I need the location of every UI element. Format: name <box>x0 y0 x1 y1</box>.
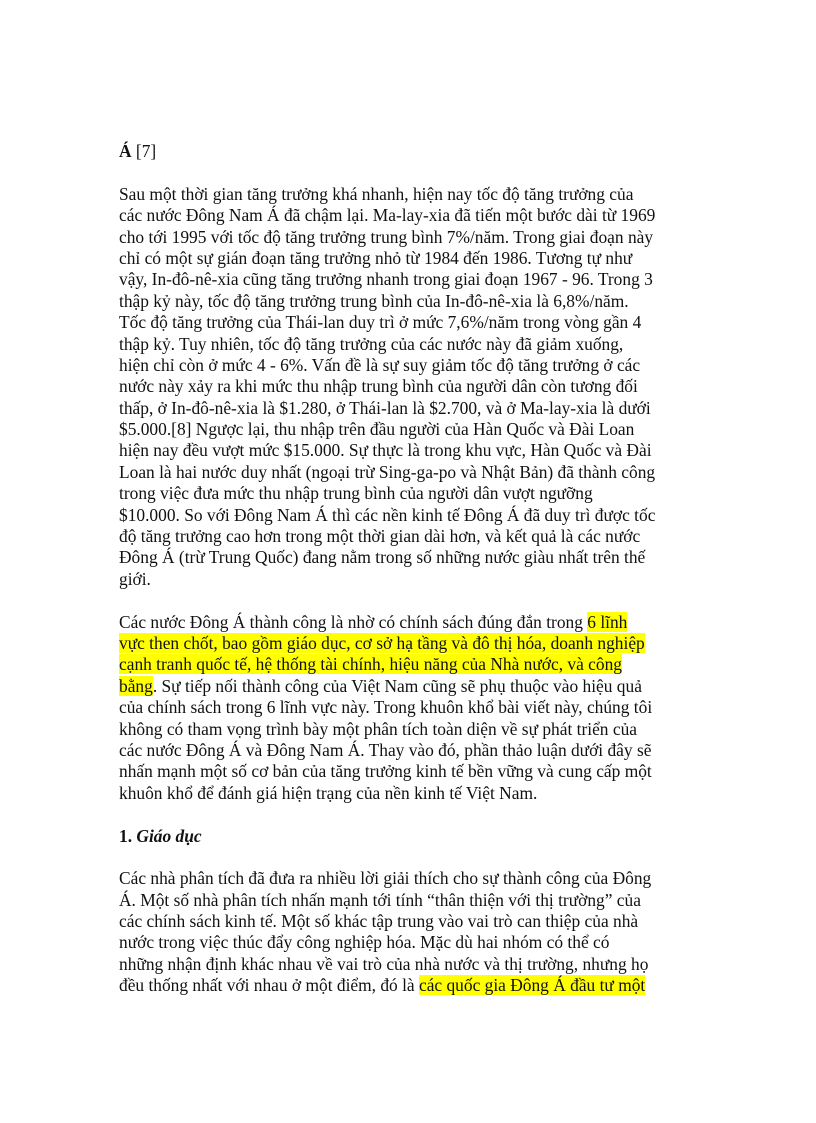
text-line: những nhận định khác nhau về vai trò của nhà nước và thị trường, nhưng họ <box>119 953 649 974</box>
text-line <box>119 654 704 675</box>
text-line: Á. Một số nhà phân tích nhấn mạnh tới tính “thân thiện với thị trường” của <box>119 889 641 910</box>
text-run: Các nước Đông Á thành công là nhờ có chính sách đúng đắn trong <box>119 611 588 632</box>
text-line <box>119 975 704 996</box>
text-line: nước trong việc thúc đẩy công nghiệp hóa. Mặc dù hai nhóm có thể có <box>119 932 610 953</box>
paragraph-spacer <box>119 804 704 825</box>
paragraph-spacer <box>119 590 704 611</box>
section-heading-education <box>119 826 704 847</box>
text-line: trong việc đưa mức thu nhập trung bình của người dân vượt ngưỡng <box>119 483 593 504</box>
text-line: $10.000. So với Đông Nam Á thì các nền kinh tế Đông Á đã duy trì được tốc <box>119 504 656 525</box>
text-line: các nước Đông Á và Đông Nam Á. Thay vào đó, phần thảo luận dưới đây sẽ <box>119 739 652 760</box>
text-line: thấp, ở In-đô-nê-xia là $1.280, ở Thái-lan là $2.700, và ở Ma-lay-xia là dưới <box>119 397 651 418</box>
text-line: các nước Đông Nam Á đã chậm lại. Ma-lay-xia đã tiến một bước dài từ 1969 <box>119 205 656 226</box>
text-line: Các nhà phân tích đã đưa ra nhiều lời giải thích cho sự thành công của Đông <box>119 868 652 889</box>
text-line: hiện nay đều vượt mức $15.000. Sự thực là trong khu vực, Hàn Quốc và Đài <box>119 440 652 461</box>
paragraph-growth-slowdown <box>119 184 704 590</box>
text-line: giới. <box>119 568 151 589</box>
text-line: nhấn mạnh một số cơ bản của tăng trưởng kinh tế bền vững và cung cấp một <box>119 761 652 782</box>
paragraph-spacer <box>119 162 704 183</box>
text-line: hiện chỉ còn ở mức 4 - 6%. Vấn đề là sự suy giảm tốc độ tăng trưởng ở các <box>119 354 641 375</box>
text-line: $5.000.[8] Ngược lại, thu nhập trên đầu người của Hàn Quốc và Đài Loan <box>119 419 635 440</box>
paragraph-spacer <box>119 847 704 868</box>
section-number: 1. <box>119 825 137 846</box>
section-title: Giáo dục <box>136 825 202 846</box>
paragraph-key-policies <box>119 612 704 805</box>
text-line: khuôn khổ để đánh giá hiện trạng của nền kinh tế Việt Nam. <box>119 782 538 803</box>
highlighted-text: bằng <box>119 675 153 696</box>
text-run: đều thống nhất với nhau ở một điểm, đó là <box>119 975 419 996</box>
highlighted-text: 6 lĩnh <box>587 611 628 632</box>
text-line: các chính sách kinh tế. Một số khác tập trung vào vai trò can thiệp của nhà <box>119 911 639 932</box>
heading-reference: [7] <box>131 141 157 161</box>
text-line: thập kỷ này, tốc độ tăng trưởng trung bình của In-đô-nê-xia là 6,8%/năm. <box>119 290 629 311</box>
heading-bold-text: Á <box>119 141 132 161</box>
text-line <box>119 676 704 697</box>
text-line: nước này xảy ra khi mức thu nhập trung bình của người dân còn tương đối <box>119 376 638 397</box>
text-line: không có tham vọng trình bày một phân tích toàn diện về sự phát triển của <box>119 718 637 739</box>
text-line: Tốc độ tăng trưởng của Thái-lan duy trì ở mức 7,6%/năm trong vòng gần 4 <box>119 312 642 333</box>
text-line: chỉ có một sự gián đoạn tăng trưởng nhỏ từ 1984 đến 1986. Tương tự như <box>119 247 633 268</box>
text-line: Đông Á (trừ Trung Quốc) đang nằm trong số những nước giàu nhất trên thế <box>119 547 646 568</box>
text-line: cho tới 1995 với tốc độ tăng trưởng trung bình 7%/năm. Trong giai đoạn này <box>119 226 654 247</box>
text-line: độ tăng trưởng cao hơn trong một thời gian dài hơn, và kết quả là các nước <box>119 526 641 547</box>
text-line <box>119 633 704 654</box>
document-body <box>119 141 704 997</box>
highlighted-text: vực then chốt, bao gồm giáo dục, cơ sở hạ tầng và đô thị hóa, doanh nghiệp <box>119 632 645 653</box>
paragraph-explanations <box>119 868 704 996</box>
highlighted-text: các quốc gia Đông Á đầu tư một <box>418 975 646 996</box>
heading-continuation <box>119 141 704 162</box>
text-line: Loan là hai nước duy nhất (ngoại trừ Sing-ga-po và Nhật Bản) đã thành công <box>119 461 656 482</box>
text-line: thập kỷ. Tuy nhiên, tốc độ tăng trưởng của các nước này đã giảm xuống, <box>119 333 624 354</box>
text-line: vậy, In-đô-nê-xia cũng tăng trưởng nhanh trong giai đoạn 1967 - 96. Trong 3 <box>119 269 653 290</box>
text-line: của chính sách trong 6 lĩnh vực này. Trong khuôn khổ bài viết này, chúng tôi <box>119 697 653 718</box>
text-line <box>119 612 704 633</box>
text-run: . Sự tiếp nối thành công của Việt Nam cũng sẽ phụ thuộc vào hiệu quả <box>152 675 642 696</box>
highlighted-text: cạnh tranh quốc tế, hệ thống tài chính, hiệu năng của Nhà nước, và công <box>119 654 622 675</box>
text-line: Sau một thời gian tăng trưởng khá nhanh, hiện nay tốc độ tăng trưởng của <box>119 183 634 204</box>
